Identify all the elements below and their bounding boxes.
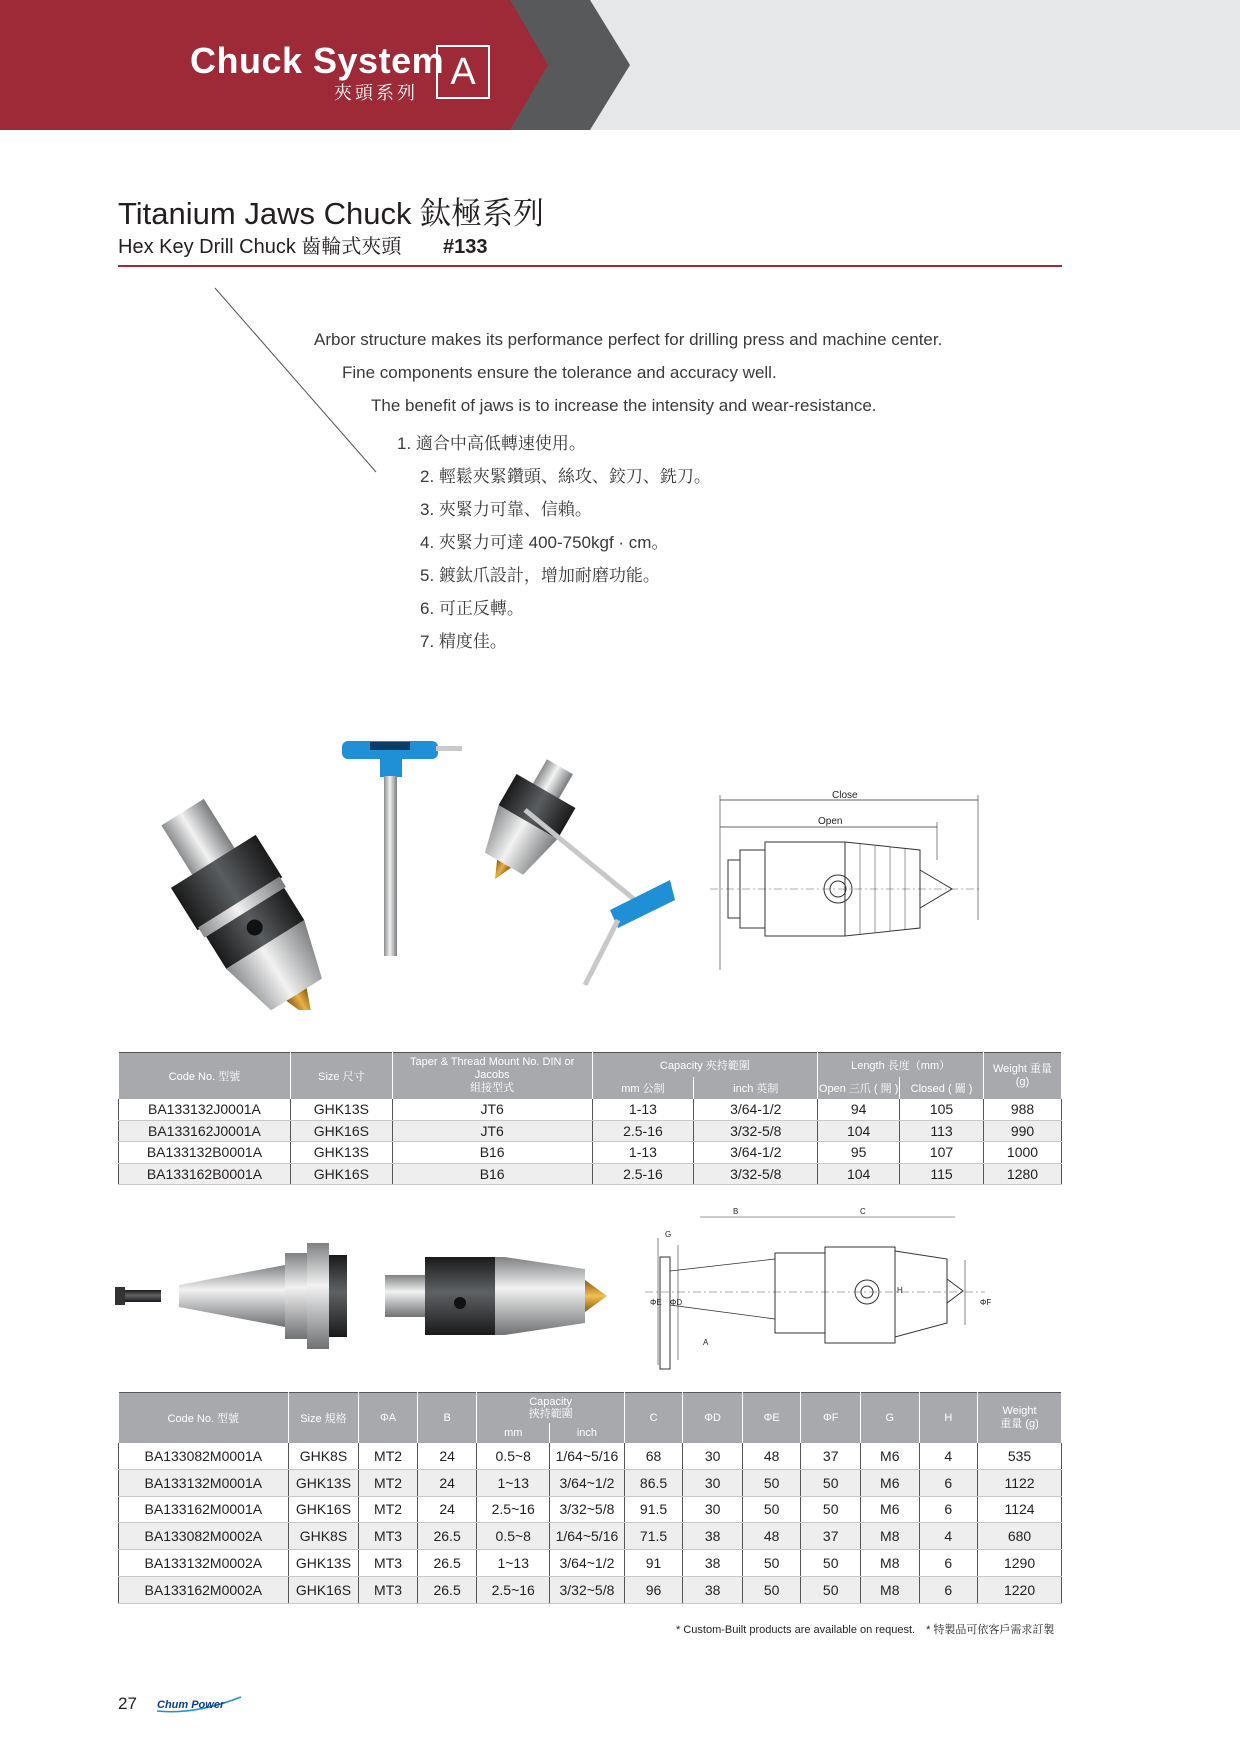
table-row xyxy=(119,1142,1062,1164)
section-badge: A xyxy=(436,45,490,99)
cell: 2.5~16 xyxy=(477,1496,550,1523)
open-label: Open xyxy=(818,816,843,827)
product-subtitle xyxy=(118,230,487,259)
cell: B16 xyxy=(392,1142,592,1164)
cell: 95 xyxy=(818,1142,900,1164)
table-row xyxy=(119,1550,1062,1577)
th-mm: mm xyxy=(477,1423,550,1443)
brand-logo-icon xyxy=(155,1693,245,1715)
cell: 1000 xyxy=(984,1142,1062,1164)
th-taper xyxy=(392,1053,592,1099)
cell: 6 xyxy=(919,1496,978,1523)
dim-e-label: ΦE xyxy=(650,1298,662,1307)
th-size: Size 尺寸 xyxy=(290,1053,392,1099)
th-open: Open 三爪 ( 開 ) xyxy=(818,1077,900,1099)
cell: 50 xyxy=(801,1469,861,1496)
table-row xyxy=(119,1576,1062,1603)
feature-3: 3. 夾緊力可靠、信賴。 xyxy=(420,500,592,519)
th-inch: inch 英制 xyxy=(694,1077,818,1099)
table-row xyxy=(119,1120,1062,1142)
dim-h-label: H xyxy=(897,1286,903,1295)
feature-7: 7. 精度佳。 xyxy=(420,632,507,651)
cell: 38 xyxy=(683,1550,743,1577)
cell: 990 xyxy=(984,1120,1062,1142)
cell: BA133162M0002A xyxy=(119,1576,289,1603)
th-mm: mm 公制 xyxy=(592,1077,694,1099)
th-a: ΦA xyxy=(359,1393,418,1443)
cell: 1-13 xyxy=(592,1142,694,1164)
cell: 86.5 xyxy=(624,1469,683,1496)
cell: M6 xyxy=(861,1443,920,1470)
cell: BA133162J0001A xyxy=(119,1120,291,1142)
cell: 50 xyxy=(801,1496,861,1523)
cell: 50 xyxy=(742,1576,801,1603)
cell: M6 xyxy=(861,1496,920,1523)
cell: 1220 xyxy=(978,1576,1062,1603)
dim-d-label: ΦD xyxy=(670,1298,683,1307)
cell: MT3 xyxy=(359,1550,418,1577)
cell: 3/32~5/8 xyxy=(550,1576,625,1603)
th-d: ΦD xyxy=(683,1393,743,1443)
cell: BA133162B0001A xyxy=(119,1163,291,1185)
cell: 2.5-16 xyxy=(592,1120,694,1142)
cell: B16 xyxy=(392,1163,592,1185)
cell: 2.5-16 xyxy=(592,1163,694,1185)
cell: 0.5~8 xyxy=(477,1523,550,1550)
product-title: Titanium Jaws Chuck 鈦極系列 xyxy=(118,196,545,231)
product-photos-bottom xyxy=(115,1235,615,1355)
cell: 48 xyxy=(742,1443,801,1470)
cell: MT3 xyxy=(359,1576,418,1603)
description-line-1: Arbor structure makes its performance perfect for drilling press and machine center. xyxy=(314,330,943,349)
cell: 0.5~8 xyxy=(477,1443,550,1470)
cell: 4 xyxy=(919,1523,978,1550)
th-weight xyxy=(984,1053,1062,1099)
cell: 988 xyxy=(984,1099,1062,1121)
cell: 1122 xyxy=(978,1469,1062,1496)
th-capacity-sub: 挾持範圍 xyxy=(528,1407,573,1420)
th-capacity: Capacity 夾持範圍 xyxy=(592,1053,818,1077)
chuck-photo xyxy=(140,786,355,1010)
cell: 1/64~5/16 xyxy=(550,1523,625,1550)
cell: GHK13S xyxy=(290,1099,392,1121)
dim-f-label: ΦF xyxy=(980,1298,992,1307)
header-title: Chuck System xyxy=(190,40,445,81)
cell: 3/32~5/8 xyxy=(550,1496,625,1523)
cell: 104 xyxy=(818,1163,900,1185)
drawbar-bolt-icon xyxy=(115,1287,161,1305)
table-row xyxy=(119,1163,1062,1185)
cell: M6 xyxy=(861,1469,920,1496)
feature-2: 2. 輕鬆夾緊鑽頭、絲攻、鉸刀、銑刀。 xyxy=(420,467,711,486)
cell: 3/64-1/2 xyxy=(694,1099,818,1121)
cell: BA133162M0001A xyxy=(119,1496,289,1523)
cell: GHK13S xyxy=(288,1469,359,1496)
cell: 50 xyxy=(742,1496,801,1523)
cell: 37 xyxy=(801,1523,861,1550)
cell: 6 xyxy=(919,1550,978,1577)
cell: GHK16S xyxy=(290,1163,392,1185)
cell: 113 xyxy=(900,1120,984,1142)
cell: MT2 xyxy=(359,1443,418,1470)
table-row xyxy=(119,1523,1062,1550)
th-f: ΦF xyxy=(801,1393,861,1443)
cell: GHK8S xyxy=(288,1443,359,1470)
title-divider xyxy=(118,265,1062,267)
taper-arbor-icon xyxy=(179,1243,347,1349)
cell: 3/32-5/8 xyxy=(694,1120,818,1142)
cell: 24 xyxy=(417,1496,477,1523)
feature-4: 4. 夾緊力可達 400-750kgf · cm。 xyxy=(420,533,669,552)
th-weight-unit: (g) xyxy=(1015,1075,1030,1088)
feature-1: 1. 適合中高低轉速使用。 xyxy=(397,434,586,453)
cell: BA133132M0001A xyxy=(119,1469,289,1496)
cell: 37 xyxy=(801,1443,861,1470)
cell: MT3 xyxy=(359,1523,418,1550)
cell: JT6 xyxy=(392,1099,592,1121)
dim-a-label: A xyxy=(703,1338,709,1347)
th-g: G xyxy=(861,1393,920,1443)
chuck-side-photo xyxy=(385,1257,607,1335)
cell: BA133132J0001A xyxy=(119,1099,291,1121)
th-code: Code No. 型號 xyxy=(119,1053,291,1099)
product-photos-top xyxy=(130,730,690,1010)
cell: GHK16S xyxy=(290,1120,392,1142)
cell: 107 xyxy=(900,1142,984,1164)
product-subtitle-text: Hex Key Drill Chuck 齒輪式夾頭 xyxy=(118,236,402,258)
cell: GHK13S xyxy=(288,1550,359,1577)
cell: 535 xyxy=(978,1443,1062,1470)
cell: 38 xyxy=(683,1576,743,1603)
table-row xyxy=(119,1099,1062,1121)
dim-c-label: C xyxy=(860,1207,866,1216)
product-code: #133 xyxy=(442,236,488,258)
cell: M8 xyxy=(861,1550,920,1577)
cell: 68 xyxy=(624,1443,683,1470)
cell: 50 xyxy=(742,1469,801,1496)
cell: 50 xyxy=(801,1576,861,1603)
th-capacity-main: Capacity xyxy=(529,1395,572,1408)
table-row xyxy=(119,1496,1062,1523)
cell: 1-13 xyxy=(592,1099,694,1121)
header-subtitle: 夾頭系列 xyxy=(334,83,418,103)
cell: 115 xyxy=(900,1163,984,1185)
th-length: Length 長度（mm） xyxy=(818,1053,984,1077)
hex-key-icon xyxy=(342,741,462,956)
cell: 1124 xyxy=(978,1496,1062,1523)
th-e: ΦE xyxy=(742,1393,801,1443)
table-row xyxy=(119,1443,1062,1470)
th-closed: Closed ( 關 ) xyxy=(900,1077,984,1099)
cell: 38 xyxy=(683,1523,743,1550)
cell: 26.5 xyxy=(417,1550,477,1577)
cell: 105 xyxy=(900,1099,984,1121)
description-line-3: The benefit of jaws is to increase the intensity and wear-resistance. xyxy=(371,396,877,415)
cell: M8 xyxy=(861,1576,920,1603)
cell: 48 xyxy=(742,1523,801,1550)
cell: GHK16S xyxy=(288,1496,359,1523)
cell: 6 xyxy=(919,1469,978,1496)
cell: 24 xyxy=(417,1469,477,1496)
cell: 6 xyxy=(919,1576,978,1603)
cell: 30 xyxy=(683,1496,743,1523)
cell: 1~13 xyxy=(477,1469,550,1496)
th-taper-sub: 組接型式 xyxy=(470,1082,515,1095)
cell: 91.5 xyxy=(624,1496,683,1523)
th-size: Size 規格 xyxy=(288,1393,359,1443)
th-weight xyxy=(978,1393,1062,1443)
specs-table-jt-b xyxy=(118,1052,1062,1185)
cell: 104 xyxy=(818,1120,900,1142)
cell: 50 xyxy=(801,1550,861,1577)
cell: MT2 xyxy=(359,1469,418,1496)
cell: 1290 xyxy=(978,1550,1062,1577)
th-weight-main: Weight xyxy=(1002,1404,1037,1417)
cell: 94 xyxy=(818,1099,900,1121)
cell: M8 xyxy=(861,1523,920,1550)
th-h: H xyxy=(919,1393,978,1443)
footer-logo-text: Chum Power xyxy=(157,1699,225,1711)
cell: BA133132M0002A xyxy=(119,1550,289,1577)
close-label: Close xyxy=(832,790,858,801)
cell: 91 xyxy=(624,1550,683,1577)
cell: 24 xyxy=(417,1443,477,1470)
cell: 96 xyxy=(624,1576,683,1603)
th-taper-main: Taper & Thread Mount No. DIN or Jacobs xyxy=(410,1056,575,1082)
feature-6: 6. 可正反轉。 xyxy=(420,599,524,618)
cell: 1/64~5/16 xyxy=(550,1443,625,1470)
cell: 3/64-1/2 xyxy=(694,1142,818,1164)
cell: 30 xyxy=(683,1443,743,1470)
cell: 26.5 xyxy=(417,1523,477,1550)
cell: GHK13S xyxy=(290,1142,392,1164)
th-weight-unit: 重量 (g) xyxy=(1000,1417,1039,1430)
specs-table-mt xyxy=(118,1392,1062,1604)
cell: 3/64~1/2 xyxy=(550,1550,625,1577)
custom-built-footnote: * Custom-Built products are available on request. * 特製品可依客戶需求訂製 xyxy=(676,1624,1055,1636)
feature-5: 5. 鍍鈦爪設計，增加耐磨功能。 xyxy=(420,566,660,585)
th-c: C xyxy=(624,1393,683,1443)
cell: 50 xyxy=(742,1550,801,1577)
th-code: Code No. 型號 xyxy=(119,1393,289,1443)
cell: 1280 xyxy=(984,1163,1062,1185)
page-number: 27 xyxy=(118,1694,137,1713)
cell: 4 xyxy=(919,1443,978,1470)
cell: 2.5~16 xyxy=(477,1576,550,1603)
th-weight-main: Weight 重量 xyxy=(992,1062,1053,1075)
dim-b-label: B xyxy=(733,1207,739,1216)
dim-g-label: G xyxy=(665,1230,672,1239)
technical-drawing-dimensions xyxy=(645,1205,1000,1370)
table-row xyxy=(119,1469,1062,1496)
th-b: B xyxy=(417,1393,477,1443)
cell: BA133082M0002A xyxy=(119,1523,289,1550)
cell: GHK8S xyxy=(288,1523,359,1550)
technical-drawing-open-close xyxy=(710,790,990,990)
cell: 3/64~1/2 xyxy=(550,1469,625,1496)
th-capacity xyxy=(477,1393,624,1423)
cell: BA133082M0001A xyxy=(119,1443,289,1470)
cell: 680 xyxy=(978,1523,1062,1550)
description-line-2: Fine components ensure the tolerance and accuracy well. xyxy=(342,363,777,382)
th-inch: inch xyxy=(550,1423,625,1443)
cell: 30 xyxy=(683,1469,743,1496)
cell: 3/32-5/8 xyxy=(694,1163,818,1185)
cell: GHK16S xyxy=(288,1576,359,1603)
cell: MT2 xyxy=(359,1496,418,1523)
cell: 26.5 xyxy=(417,1576,477,1603)
cell: JT6 xyxy=(392,1120,592,1142)
cell: 1~13 xyxy=(477,1550,550,1577)
cell: 71.5 xyxy=(624,1523,683,1550)
cell: BA133132B0001A xyxy=(119,1142,291,1164)
